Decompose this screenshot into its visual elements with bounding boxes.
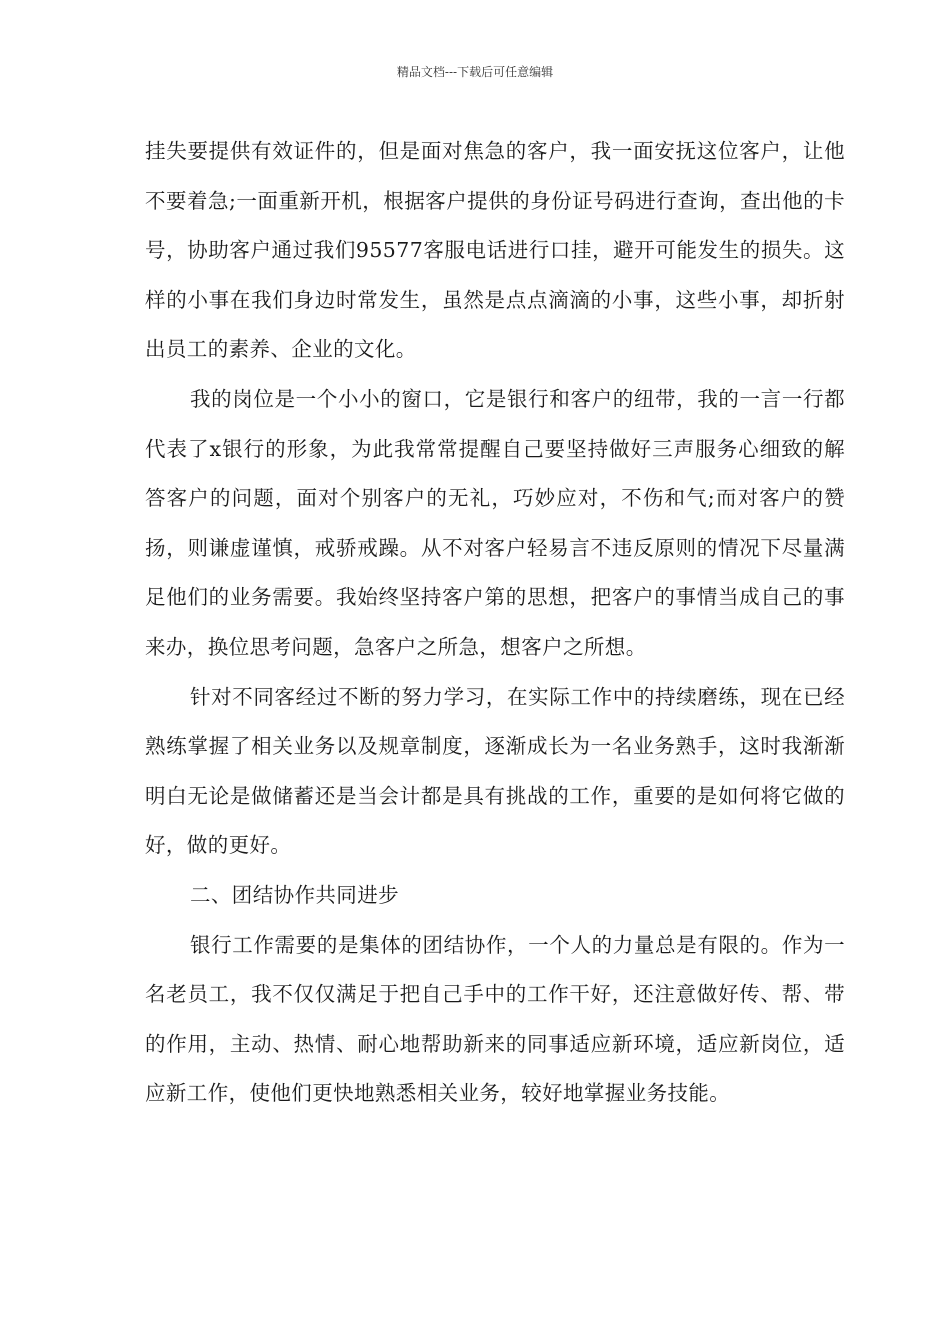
paragraph-teamwork: 银行工作需要的是集体的团结协作，一个人的力量总是有限的。作为一名老员工，我不仅仅满足于把自己手中的工作干好，还注意做好传、帮、带的作用，主动、热情、耐心地帮助新来的同事适应新环境，适应新岗位，适应新工作，使他们更快地熟悉相关业务，较好地掌握业务技能。: [145, 932, 845, 1106]
paragraph-window-post: 我的岗位是一个小小的窗口，它是银行和客户的纽带，我的一言一行都代表了x银行的形象，为此我常常提醒自己要坚持做好三声服务心细致的解答客户的问题，面对个别客户的无礼，巧妙应对，不伤和气;而对客户的赞扬，则谦虚谨慎，戒骄戒躁。从不对客户轻易言不违反原则的情况下尽量满足他们的业务需要。我始终坚持客户第的思想，把客户的事情当成自己的事来办，换位思考问题，急客户之所急，想客户之所想。: [145, 386, 845, 659]
section-heading-teamwork: 二、团结协作共同进步: [190, 882, 399, 907]
paragraph-learning: 针对不同客经过不断的努力学习，在实际工作中的持续磨练，现在已经熟练掌握了相关业务以及规章制度，逐渐成长为一名业务熟手，这时我渐渐明白无论是做储蓄还是当会计都是具有挑战的工作，重要的是如何将它做的好，做的更好。: [145, 684, 845, 858]
paragraph-lost-card-story: 挂失要提供有效证件的，但是面对焦急的客户，我一面安抚这位客户，让他不要着急;一面重新开机，根据客户提供的身份证号码进行查询，查出他的卡号，协助客户通过我们95577客服电话进行口挂，避开可能发生的损失。这样的小事在我们身边时常发生，虽然是点点滴滴的小事，这些小事，却折射出员工的素养、企业的文化。: [145, 139, 845, 362]
document-body: [145, 127, 845, 1119]
page-header: 精品文档---下载后可任意编辑: [396, 65, 554, 79]
